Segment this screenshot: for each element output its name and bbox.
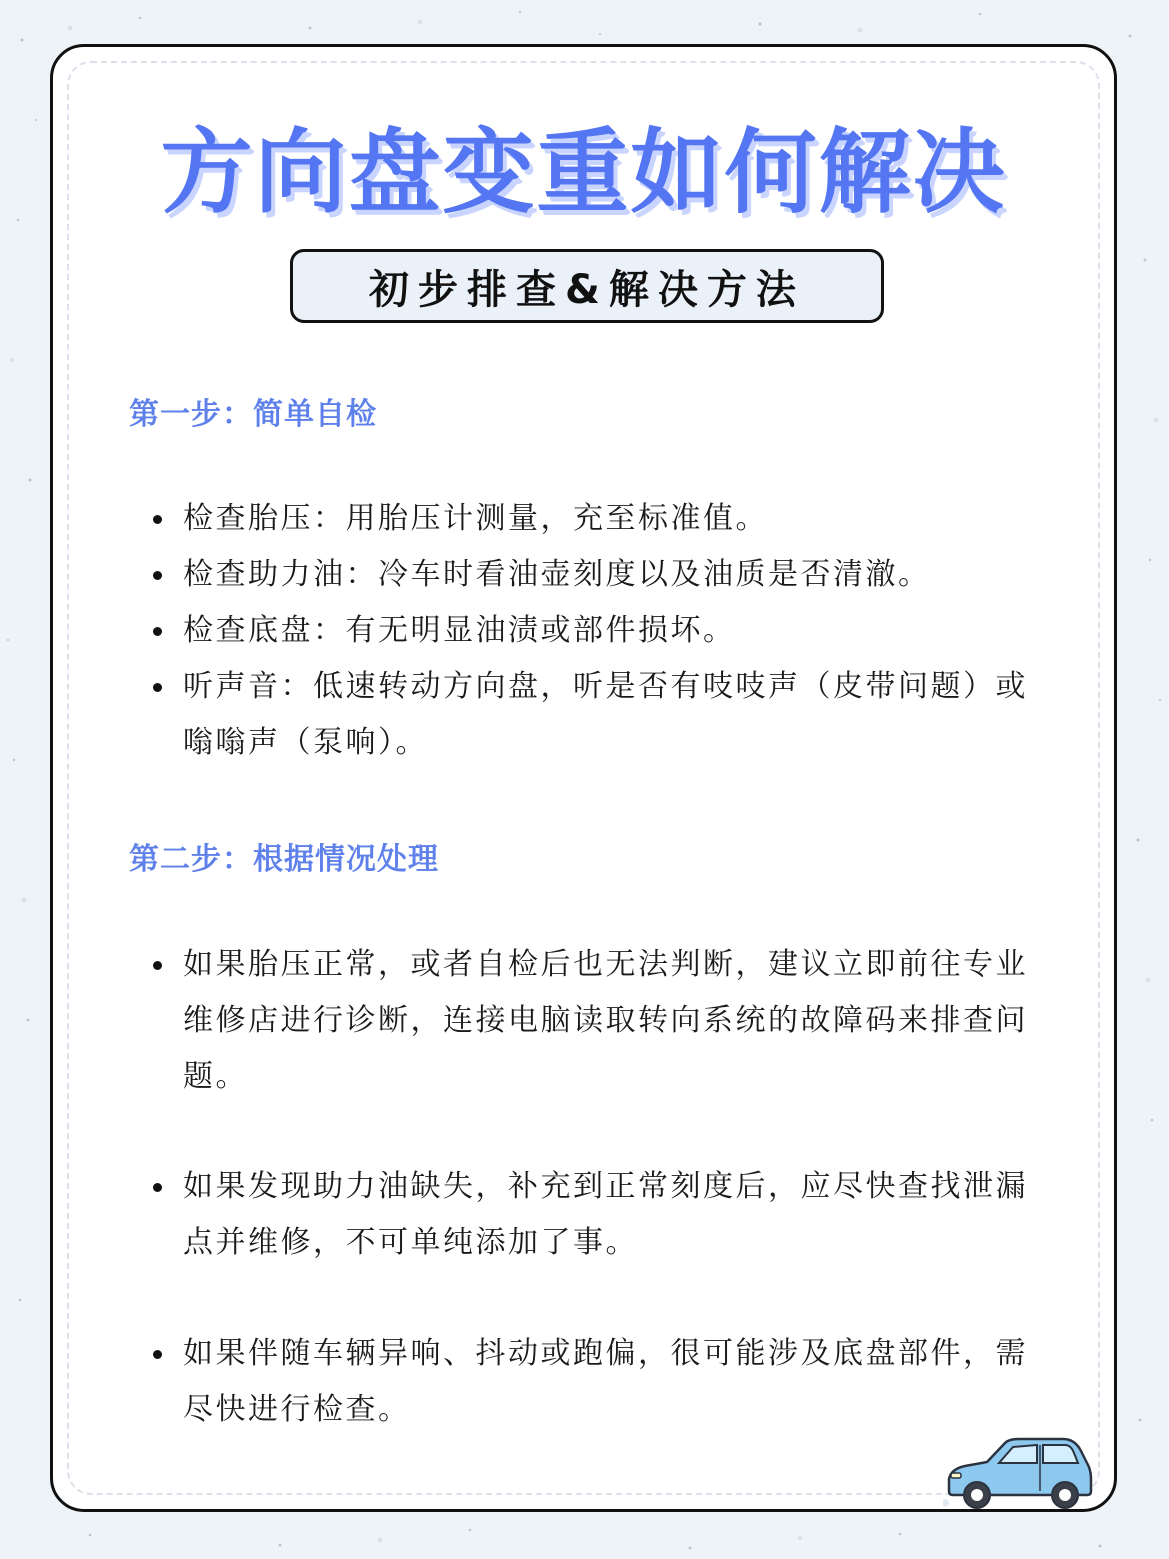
content-card: [50, 44, 1117, 1512]
bullet-icon: [153, 515, 162, 524]
bullet-icon: [153, 961, 162, 970]
list-item-text: 检查底盘：有无明显油渍或部件损坏。: [183, 613, 736, 648]
bullet-icon: [153, 1350, 162, 1359]
bullet-icon: [153, 627, 162, 636]
list-item-text: 如果伴随车辆异响、抖动或跑偏，很可能涉及底盘部件，需尽快进行检查。: [183, 1336, 1028, 1427]
list-item: [53, 603, 1120, 659]
step2-heading: 第二步：根据情况处理: [129, 842, 439, 877]
car-icon: [943, 1433, 1093, 1513]
list-item-text: 检查胎压：用胎压计测量，充至标准值。: [183, 501, 768, 536]
bullet-icon: [153, 683, 162, 692]
step2-list: [53, 1159, 1120, 1271]
list-item-text: 检查助力油：冷车时看油壶刻度以及油质是否清澈。: [183, 557, 931, 592]
page-title: 方向盘变重如何解决: [160, 119, 1007, 226]
step1-heading: 第一步：简单自检: [129, 397, 377, 432]
list-item: [53, 937, 1120, 1105]
bullet-icon: [153, 1183, 162, 1192]
list-item-text: 如果发现助力油缺失，补充到正常刻度后，应尽快查找泄漏点并维修，不可单纯添加了事。: [183, 1169, 1028, 1260]
list-item-text: 听声音：低速转动方向盘，听是否有吱吱声（皮带问题）或嗡嗡声（泵响）。: [183, 669, 1028, 760]
subtitle-banner: [290, 249, 884, 323]
list-item: [53, 1159, 1120, 1271]
step2-list: [53, 937, 1120, 1105]
list-item: [53, 1326, 1120, 1438]
step1-list: [53, 491, 1120, 771]
list-item: [53, 491, 1120, 547]
list-item-text: 如果胎压正常，或者自检后也无法判断，建议立即前往专业维修店进行诊断，连接电脑读取转向系统的故障码来排查问题。: [183, 947, 1028, 1094]
step2-list: [53, 1326, 1120, 1438]
bullet-icon: [153, 571, 162, 580]
list-item: [53, 659, 1120, 771]
subtitle-text: 初步排查&解决方法: [369, 266, 805, 313]
list-item: [53, 547, 1120, 603]
